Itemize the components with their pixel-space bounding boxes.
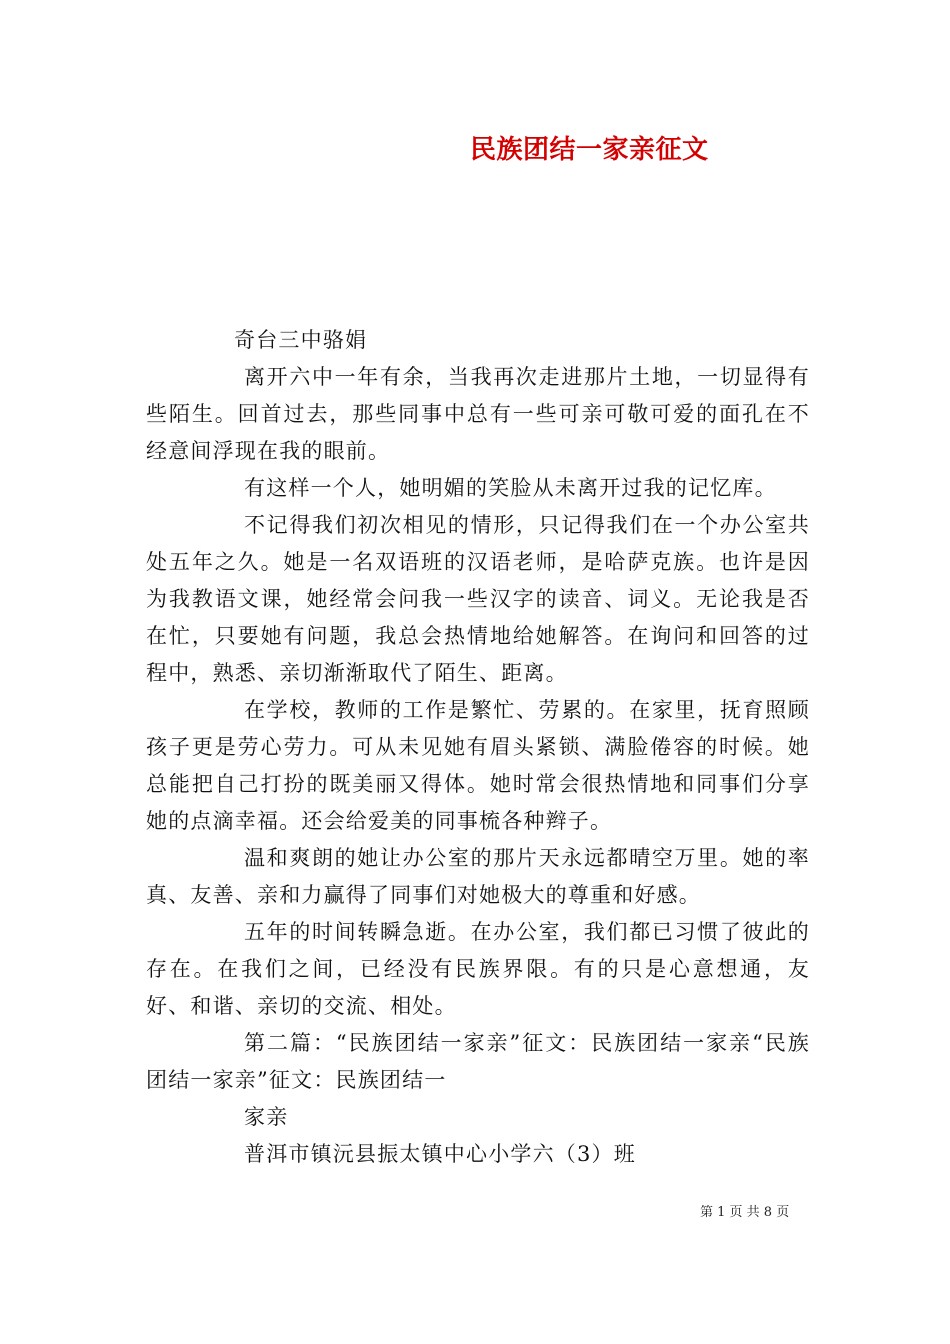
- line-family: 家亲: [244, 1105, 289, 1129]
- paragraph-2: 有这样一个人，她明媚的笑脸从未离开过我的记忆库。: [244, 476, 777, 500]
- page-title: 民族团结一家亲征文: [470, 135, 709, 165]
- paragraph-7: 第二篇：“民族团结一家亲”征文：民族团结一家亲“民族团结一家亲”征文：民族团结一: [146, 1031, 810, 1092]
- paragraph-1: 离开六中一年有余，当我再次走进那片土地，一切显得有些陌生。回首过去，那些同事中总有一些可亲可敬可爱的面孔在不经意间浮现在我的眼前。: [146, 365, 810, 463]
- document-body: [146, 322, 810, 1173]
- page-number-footer: 第 1 页 共 8 页: [700, 1205, 790, 1220]
- line-school: 普洱市镇沅县振太镇中心小学六（3）班: [244, 1142, 636, 1166]
- paragraph-5: 温和爽朗的她让办公室的那片天永远都晴空万里。她的率真、友善、亲和力赢得了同事们对她极大的尊重和好感。: [146, 846, 810, 907]
- paragraph-4: 在学校，教师的工作是繁忙、劳累的。在家里，抚育照顾孩子更是劳心劳力。可从未见她有眉头紧锁、满脸倦容的时候。她总能把自己打扮的既美丽又得体。她时常会很热情地和同事们分享她的点滴幸福。还会给爱美的同事梳各种辫子。: [146, 698, 810, 833]
- paragraph-6: 五年的时间转瞬急逝。在办公室，我们都已习惯了彼此的存在。在我们之间，已经没有民族界限。有的只是心意想通，友好、和谐、亲切的交流、相处。: [146, 920, 810, 1018]
- author-line: 奇台三中骆娟: [234, 328, 368, 352]
- paragraph-3: 不记得我们初次相见的情形，只记得我们在一个办公室共处五年之久。她是一名双语班的汉语老师，是哈萨克族。也许是因为我教语文课，她经常会问我一些汉字的读音、词义。无论我是否在忙，只要她有问题，我总会热情地给她解答。在询问和回答的过程中，熟悉、亲切渐渐取代了陌生、距离。: [146, 513, 810, 685]
